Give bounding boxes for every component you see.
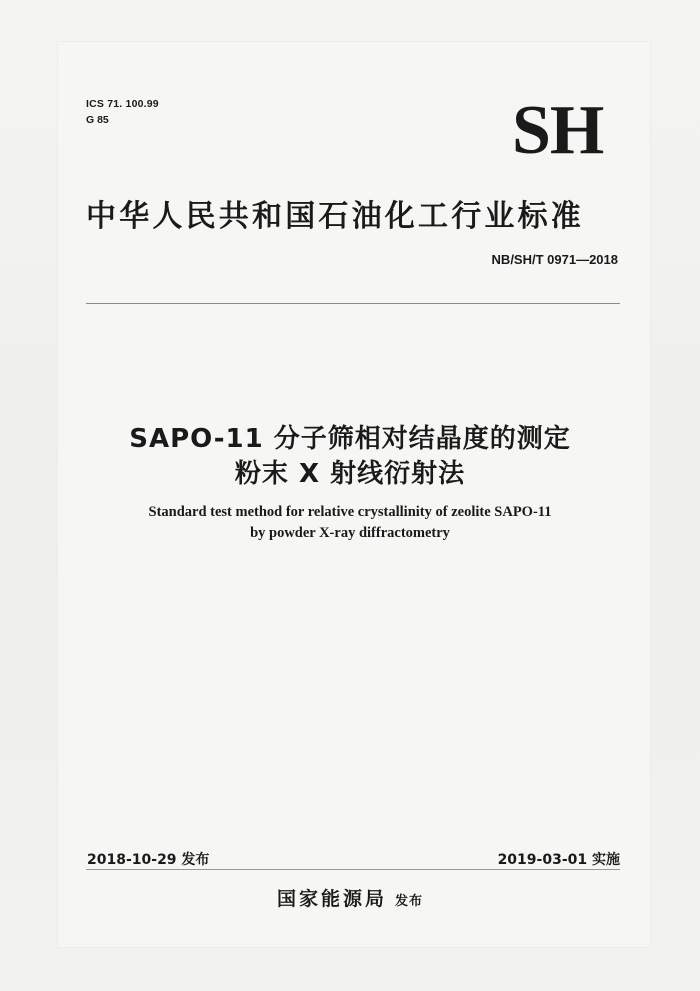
standard-number: NB/SH/T 0971—2018: [491, 252, 618, 267]
page-scan-area: [58, 42, 650, 947]
title-cn-line2: 粉末 X 射线衍射法: [234, 459, 466, 489]
standard-title: 中华人民共和国石油化工行业标准: [86, 199, 584, 234]
title-en-line2: by powder X-ray diffractometry: [250, 525, 450, 541]
implementation-date: 2019-03-01 实施: [497, 852, 620, 868]
title-cn-line1: SAPO-11 分子筛相对结晶度的测定: [129, 424, 571, 454]
category-code: G 85: [86, 114, 109, 126]
publisher-line: [0, 884, 700, 911]
publisher-name: 国家能源局: [276, 888, 387, 910]
bottom-divider: [86, 869, 620, 870]
issue-date: 2018-10-29 发布: [87, 852, 210, 868]
publisher-suffix: 发布: [395, 894, 424, 909]
ics-code: ICS 71. 100.99: [86, 98, 159, 110]
title-en-line1: Standard test method for relative crystallinity of zeolite SAPO-11: [148, 504, 552, 520]
sh-standard-mark: SH: [512, 92, 604, 169]
top-divider: [86, 303, 620, 304]
